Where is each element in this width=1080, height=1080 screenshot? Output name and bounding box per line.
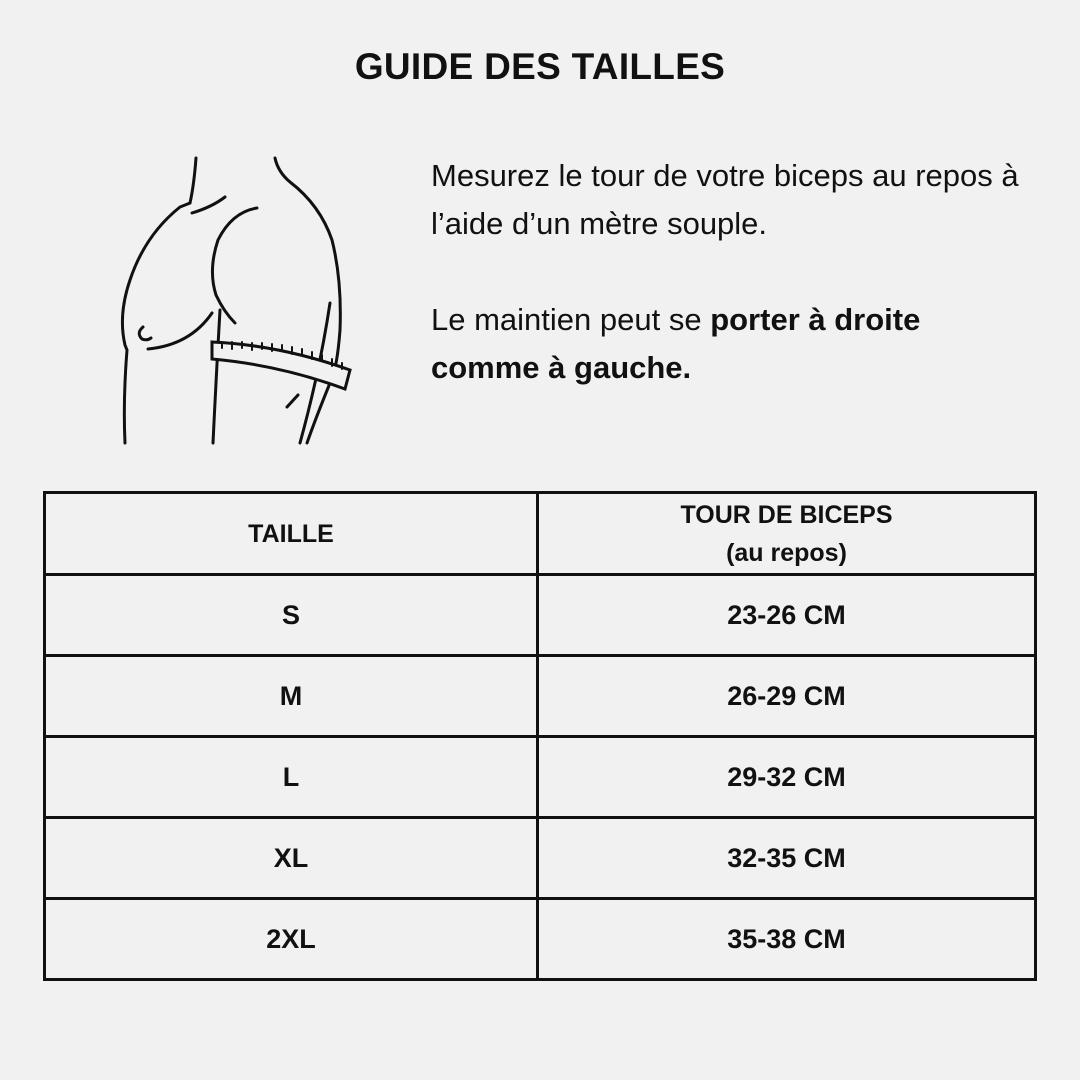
size-cell: L [45,737,538,818]
range-cell: 35-38 CM [538,899,1036,980]
measure-instruction: Mesurez le tour de votre biceps au repos à l’aide d’un mètre souple. [431,158,1019,241]
table-header-row [45,493,1036,575]
size-cell: M [45,656,538,737]
size-cell: 2XL [45,899,538,980]
page-title: GUIDE DES TAILLES [354,46,726,87]
arm-measurement-illustration [0,0,400,460]
size-cell: XL [45,818,538,899]
range-cell: 29-32 CM [538,737,1036,818]
table-row [45,737,1036,818]
table-row [45,575,1036,656]
header-size: TAILLE [45,493,538,575]
table-row [45,899,1036,980]
table-row [45,656,1036,737]
table-row [45,818,1036,899]
range-cell: 26-29 CM [538,656,1036,737]
size-cell: S [45,575,538,656]
header-measure: TOUR DE BICEPS (au repos) [538,493,1036,575]
instructions [431,152,1031,440]
wear-instruction: Le maintien peut se porter à droite comme à gauche. [431,302,921,385]
range-cell: 23-26 CM [538,575,1036,656]
range-cell: 32-35 CM [538,818,1036,899]
size-table [43,491,1037,981]
